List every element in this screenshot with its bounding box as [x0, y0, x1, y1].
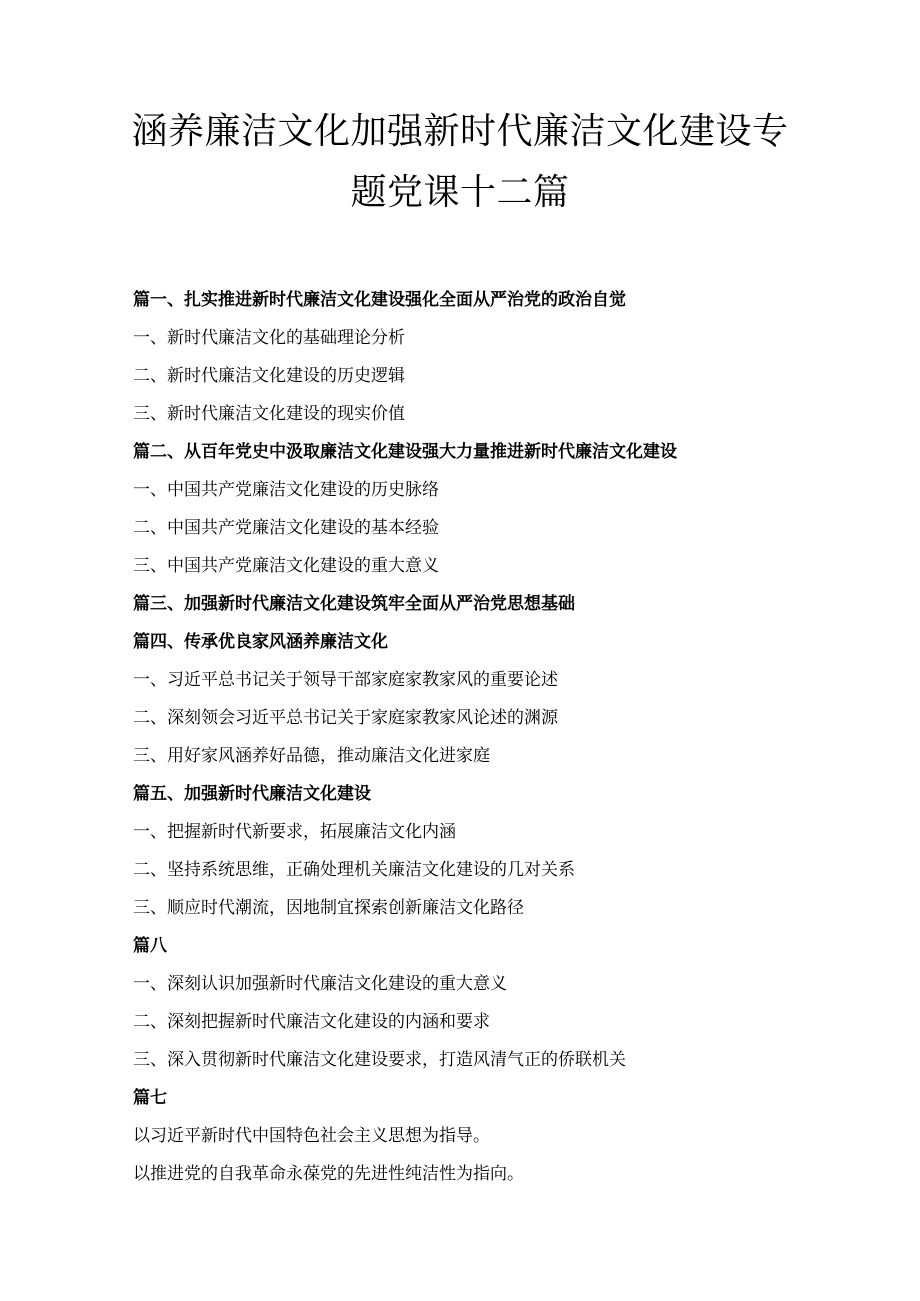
page-title-line-1: 涵养廉洁文化加强新时代廉洁文化建设专	[131, 111, 789, 152]
list-item: 一、深刻认识加强新时代廉洁文化建设的重大意义	[133, 974, 507, 994]
table-of-contents	[133, 286, 813, 1198]
list-item: 三、用好家风涵养好品德，推动廉洁文化进家庭	[133, 746, 490, 766]
page-title-line-2: 题党课十二篇	[350, 172, 570, 213]
list-item: 以推进党的自我革命永葆党的先进性纯洁性为指向。	[133, 1164, 524, 1184]
list-item: 以习近平新时代中国特色社会主义思想为指导。	[133, 1126, 490, 1146]
list-item: 三、新时代廉洁文化建设的现实价值	[133, 404, 405, 424]
section-heading: 篇三、加强新时代廉洁文化建设筑牢全面从严治党思想基础	[133, 594, 575, 614]
section-heading: 篇七	[133, 1088, 167, 1108]
list-item: 三、中国共产党廉洁文化建设的重大意义	[133, 556, 439, 576]
section-heading: 篇一、扎实推进新时代廉洁文化建设强化全面从严治党的政治自觉	[133, 290, 626, 310]
list-item: 二、深刻把握新时代廉洁文化建设的内涵和要求	[133, 1012, 490, 1032]
section-heading: 篇八	[133, 936, 167, 956]
list-item: 三、顺应时代潮流，因地制宜探索创新廉洁文化路径	[133, 898, 524, 918]
list-item: 二、深刻领会习近平总书记关于家庭家教家风论述的渊源	[133, 708, 558, 728]
list-item: 一、习近平总书记关于领导干部家庭家教家风的重要论述	[133, 670, 558, 690]
list-item: 一、中国共产党廉洁文化建设的历史脉络	[133, 480, 439, 500]
list-item: 二、中国共产党廉洁文化建设的基本经验	[133, 518, 439, 538]
list-item: 三、深入贯彻新时代廉洁文化建设要求，打造风清气正的侨联机关	[133, 1050, 626, 1070]
list-item: 一、新时代廉洁文化的基础理论分析	[133, 328, 405, 348]
section-heading: 篇五、加强新时代廉洁文化建设	[133, 784, 371, 804]
list-item: 一、把握新时代新要求，拓展廉洁文化内涵	[133, 822, 456, 842]
list-item: 二、新时代廉洁文化建设的历史逻辑	[133, 366, 405, 386]
section-heading: 篇四、传承优良家风涵养廉洁文化	[133, 632, 388, 652]
section-heading: 篇二、从百年党史中汲取廉洁文化建设强大力量推进新时代廉洁文化建设	[133, 442, 677, 462]
list-item: 二、坚持系统思维，正确处理机关廉洁文化建设的几对关系	[133, 860, 575, 880]
